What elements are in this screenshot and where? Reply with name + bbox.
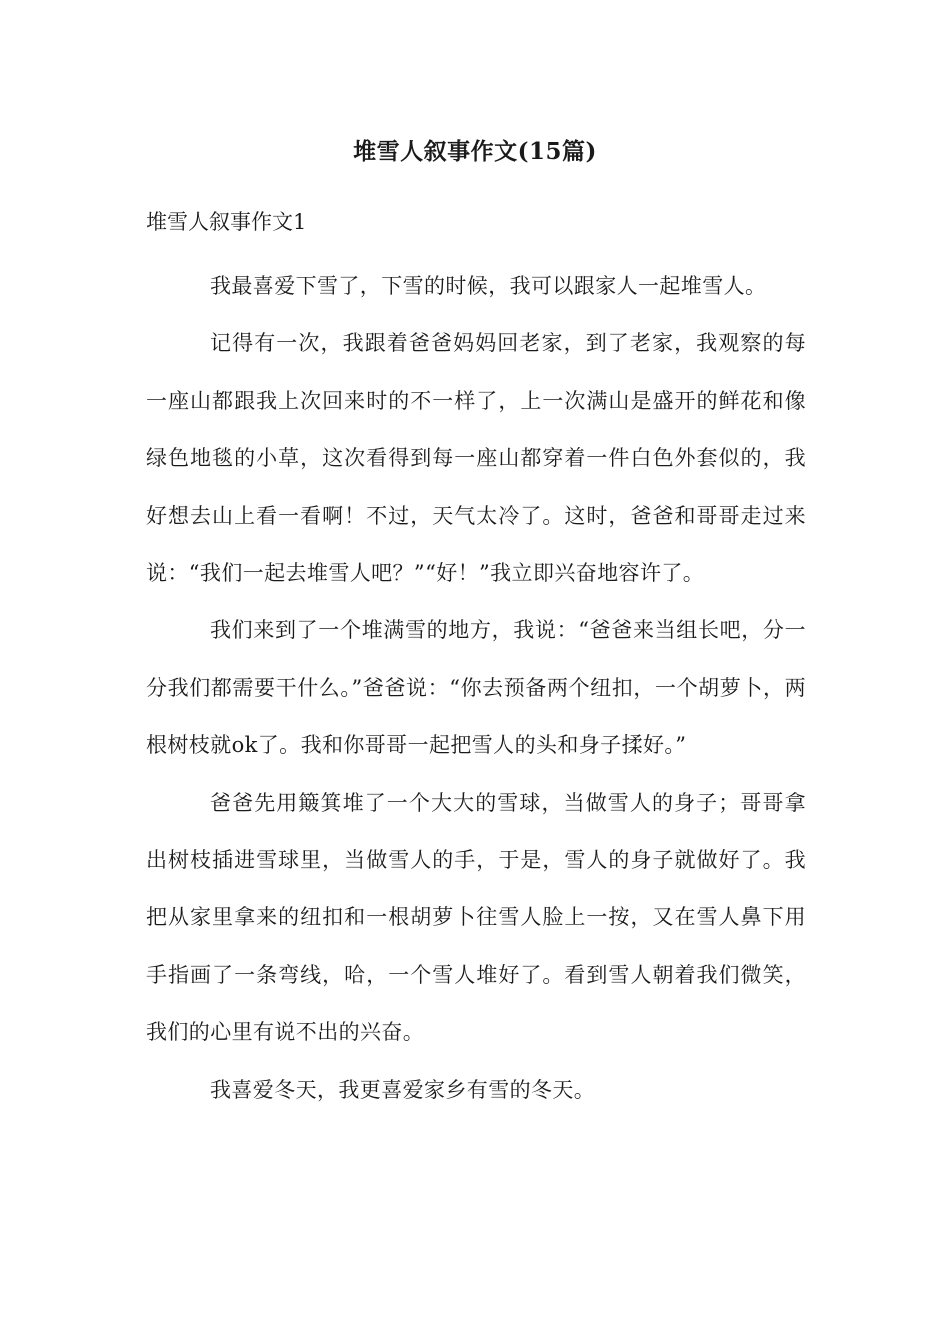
essay-heading: 堆雪人叙事作文1 (146, 210, 307, 234)
paragraph: 记得有一次，我跟着爸爸妈妈回老家，到了老家，我观察的每一座山都跟我上次回来时的不一样了，上一次满山是盛开的鲜花和像绿色地毯的小草，这次看得到每一座山都穿着一件白色外套似的，我好想去山上看一看啊！不过，天气太冷了。这时，爸爸和哥哥走过来说：“我们一起去堆雪人吧？”“好！”我立即兴奋地容许了。 (146, 331, 806, 586)
essay-body (146, 258, 806, 1119)
document-title: 堆雪人叙事作文(15篇) (353, 138, 597, 165)
paragraph: 我们来到了一个堆满雪的地方，我说：“爸爸来当组长吧，分一分我们都需要干什么。”爸爸说：“你去预备两个纽扣，一个胡萝卜，两根树枝就ok了。我和你哥哥一起把雪人的头和身子揉好。” (146, 618, 806, 758)
paragraph: 我喜爱冬天，我更喜爱家乡有雪的冬天。 (210, 1077, 596, 1102)
paragraph: 我最喜爱下雪了，下雪的时候，我可以跟家人一起堆雪人。 (210, 274, 767, 298)
paragraph: 爸爸先用簸箕堆了一个大大的雪球，当做雪人的身子；哥哥拿出树枝插进雪球里，当做雪人的手，于是，雪人的身子就做好了。我把从家里拿来的纽扣和一根胡萝卜往雪人脸上一按，又在雪人鼻下用手指画了一条弯线，哈，一个雪人堆好了。看到雪人朝着我们微笑，我们的心里有说不出的兴奋。 (146, 790, 806, 1045)
